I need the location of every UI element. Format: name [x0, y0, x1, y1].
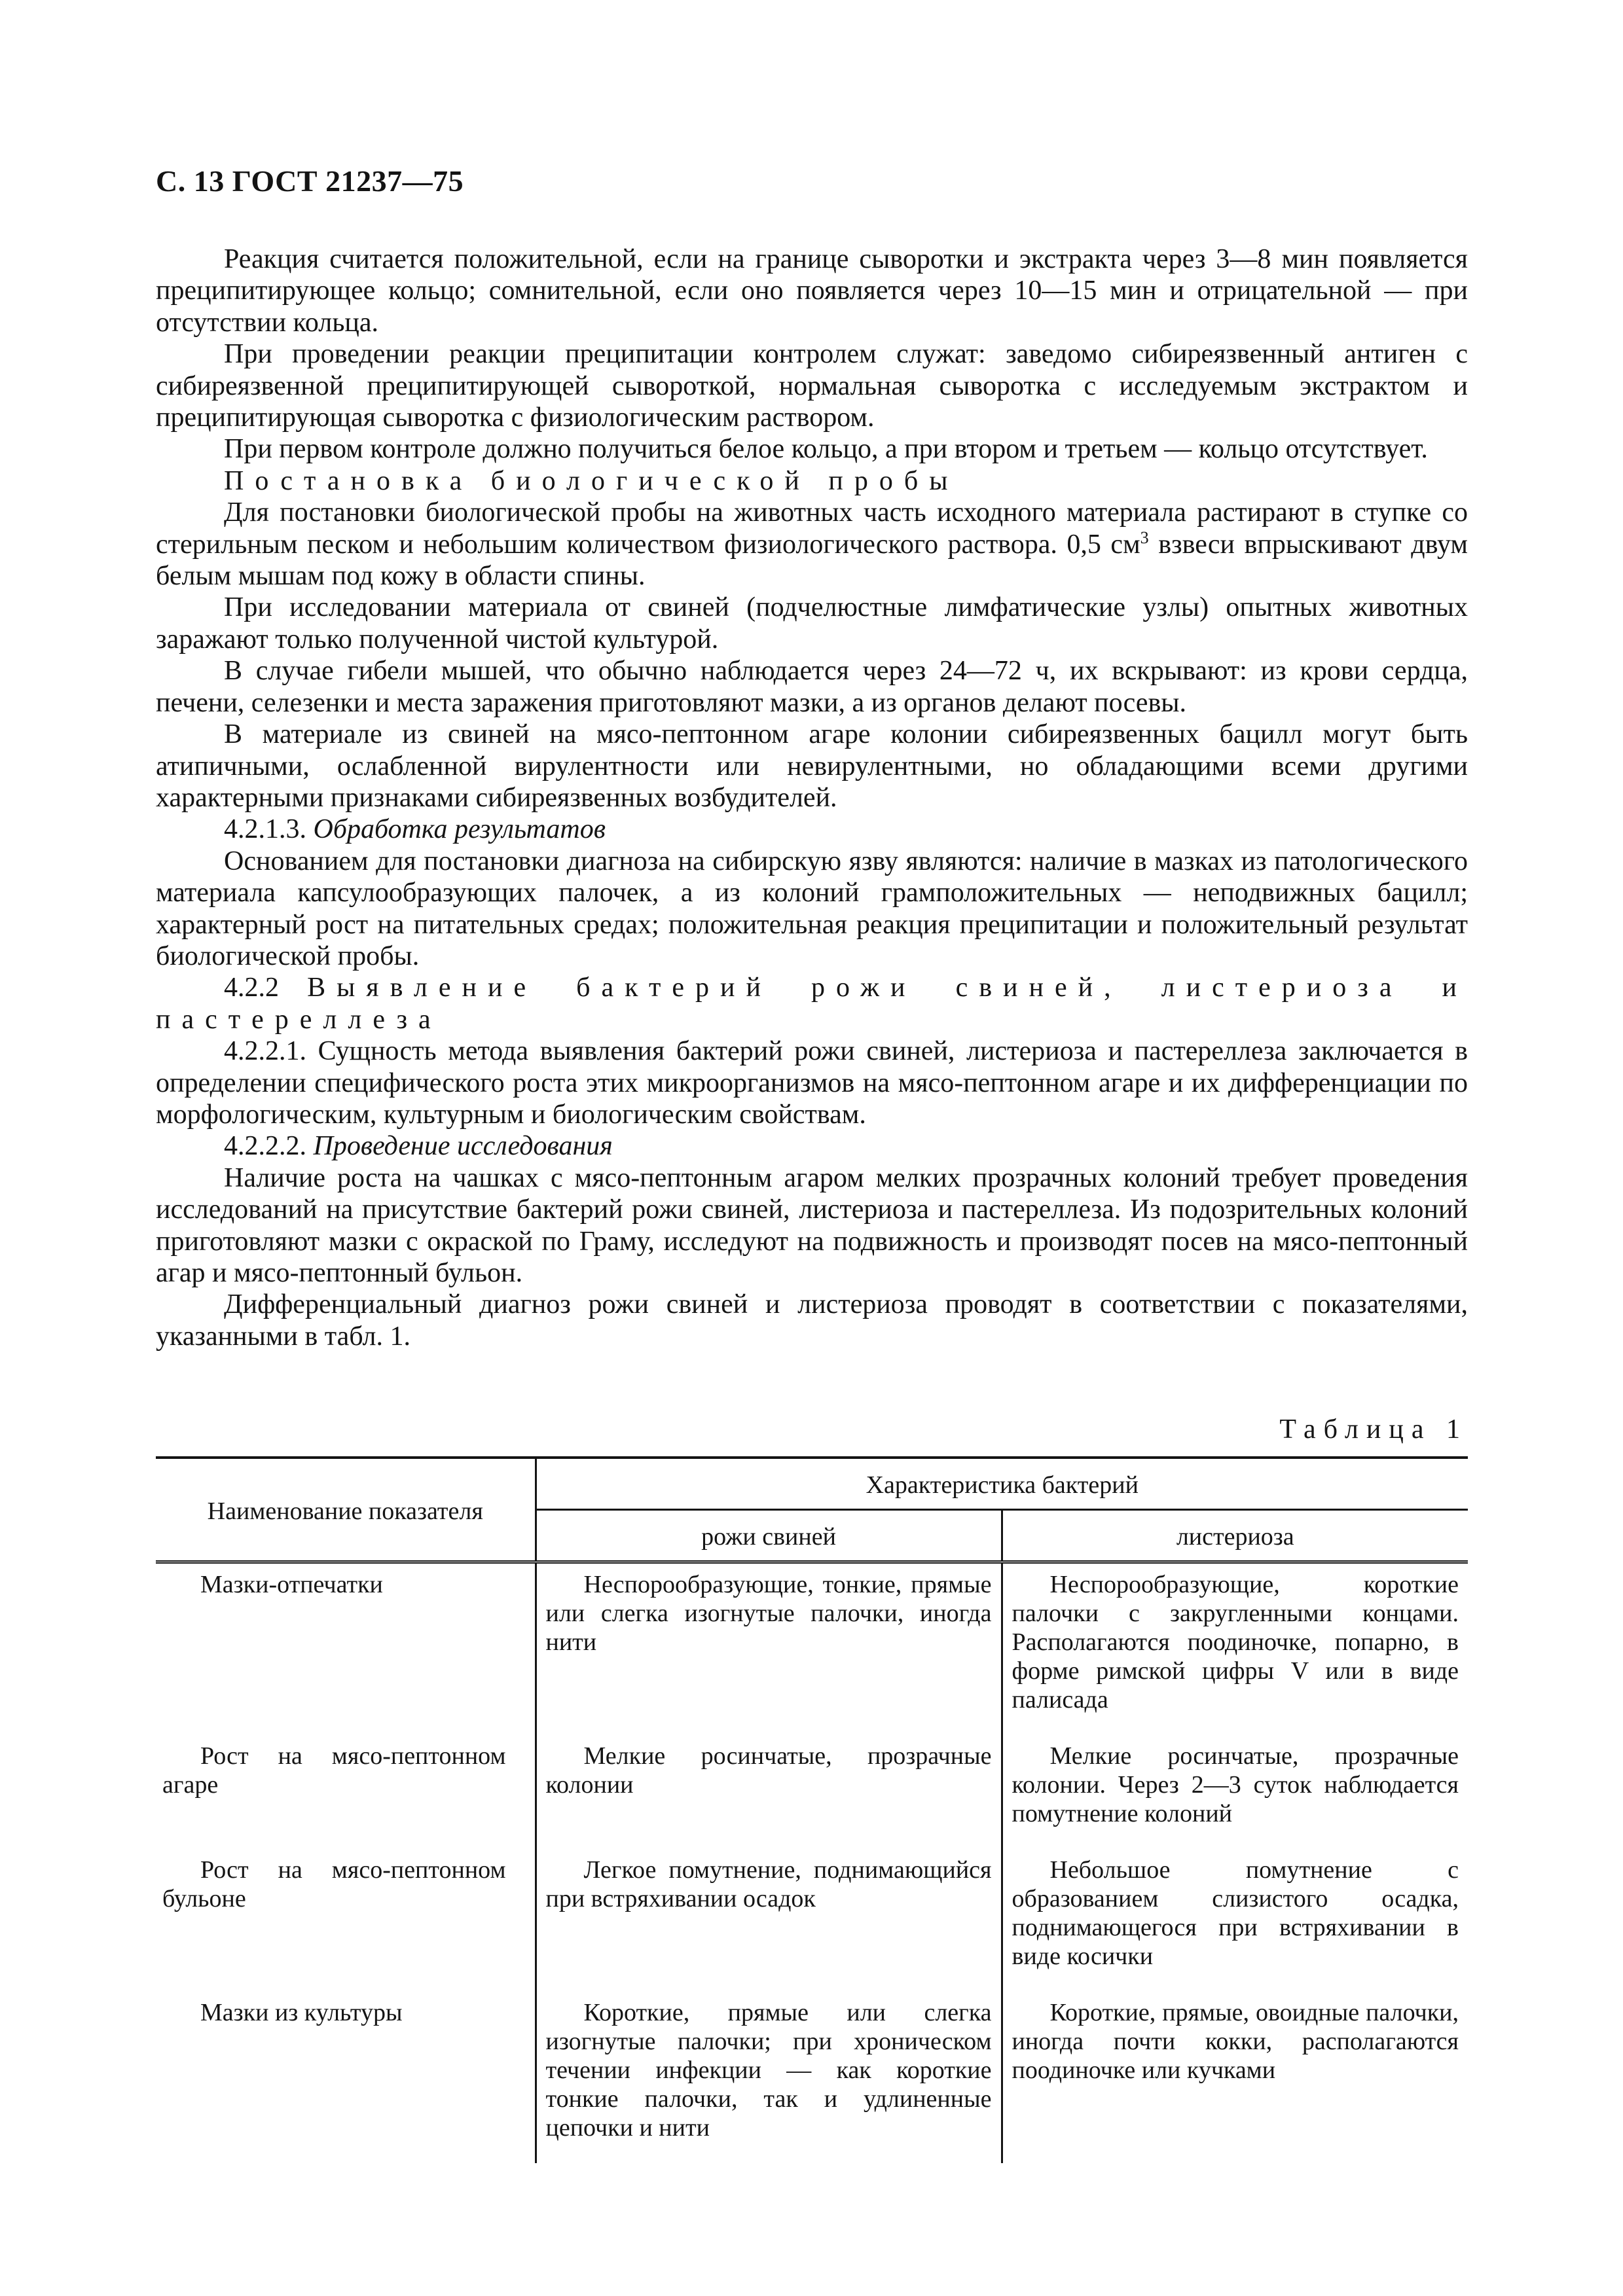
column-header-erysipelas: рожи свиней: [536, 1510, 1002, 1562]
paragraph: При первом контроле должно получиться белое кольцо, а при втором и третьем — кольцо отсутствует.: [224, 434, 1428, 465]
document-body: [156, 243, 1468, 1352]
cell-text: Мазки из культуры: [200, 1999, 403, 2026]
table-row: [156, 1849, 1468, 1992]
indicator-cell: [156, 1992, 536, 2163]
cell-text: Мелкие росинчатые, прозрачные колонии. Через 2—3 суток наблюдается помутнение колоний: [1012, 1742, 1459, 1827]
section-number: 4.2.2.2.: [224, 1131, 314, 1162]
comparison-table: [156, 1456, 1468, 2163]
paragraph: Основанием для постановки диагноза на сибирскую язву являются: наличие в мазках из патологического материала капсулообразующих палочек, а из колоний грамположительных — неподвижных бацилл; характерный рост на питательных средах; положительная реакция преципитации и положительный результат биологической пробы.: [156, 846, 1468, 971]
paragraph: Реакция считается положительной, если на границе сыворотки и экстракта через 3—8 мин появляется преципитирующее кольцо; сомнительной, если оно появляется через 10—15 мин и отрицательной — при отсутствии кольца.: [156, 244, 1468, 338]
section-number: 4.2.1.3.: [224, 814, 314, 845]
subsection-heading: [156, 814, 1468, 845]
superscript: 3: [1140, 528, 1149, 547]
section-title: Обработка результатов: [313, 814, 606, 845]
cell-text: Мелкие росинчатые, прозрачные колонии: [545, 1742, 992, 1799]
table-row: [156, 1992, 1468, 2163]
indicator-cell: [156, 1849, 536, 1992]
erysipelas-cell: [536, 1849, 1002, 1992]
paragraph: Дифференциальный диагноз рожи свиней и листериоза проводят в соответствии с показателями, указанными в табл. 1.: [156, 1289, 1468, 1352]
column-header-name: Наименование показателя: [156, 1458, 536, 1562]
cell-text: Неспорообразующие, тонкие, прямые или слегка изогнутые палочки, иногда нити: [545, 1571, 992, 1656]
paragraph: При проведении реакции преципитации контролем служат: заведомо сибиреязвенный антиген с сибиреязвенной преципитирующей сывороткой, нормальная сыворотка с исследуемым экстрактом и преципитирующая сыворотка с физиологическим раствором.: [156, 339, 1468, 433]
cell-text: Неспорообразующие, короткие палочки с закругленными концами. Располагаются поодиночке, попарно, в форме римской цифры V или в виде палисада: [1012, 1571, 1459, 1713]
page-header: С. 13 ГОСТ 21237—75: [156, 164, 464, 198]
paragraph: Наличие роста на чашках с мясо-пептонным агаром мелких прозрачных колоний требует проведения исследований на присутствие бактерий рожи свиней, листериоза и пастереллеза. Из подозрительных колоний приготовляют мазки с окраской по Граму, исследуют на подвижность и производят посев на мясо-пептонный агар и мясо-пептонный бульон.: [156, 1162, 1468, 1288]
section-title: Проведение исследования: [313, 1131, 613, 1162]
table-row: [156, 1562, 1468, 1736]
column-header-listeriosis: листериоза: [1002, 1510, 1468, 1562]
cell-text: Рост на мясо-пептонном агаре: [162, 1742, 506, 1799]
table-caption: Таблица 1: [1279, 1414, 1468, 1444]
subsection-heading: [156, 972, 1468, 1035]
indicator-cell: [156, 1562, 536, 1736]
paragraph: В материале из свиней на мясо-пептонном агаре колонии сибиреязвенных бацилл могут быть атипичными, ослабленной вирулентности или невирулентными, но обладающими всеми другими характерными признаками сибиреязвенных возбудителей.: [156, 719, 1468, 813]
listeriosis-cell: [1002, 1849, 1468, 1992]
section-heading: Постановка биологической пробы: [224, 465, 959, 496]
erysipelas-cell: [536, 1562, 1002, 1736]
paragraph-text: Для постановки биологической пробы на животных часть исходного материала растирают в ступке со стерильным песком и небольшим количеством физиологического раствора. 0,5 см: [156, 497, 1468, 560]
cell-text: Небольшое помутнение с образованием слизистого осадка, поднимающегося при встряхивании в виде косички: [1012, 1856, 1459, 1970]
cell-text: Короткие, прямые, овоидные палочки, иногда почти кокки, располагаются поодиночке или кучками: [1012, 1999, 1459, 2084]
subsection-heading: [156, 1130, 1468, 1162]
cell-text: Мазки-отпечатки: [200, 1571, 383, 1598]
section-number: 4.2.2: [224, 973, 308, 1003]
indicator-cell: [156, 1735, 536, 1849]
paragraph: При исследовании материала от свиней (подчелюстные лимфатические узлы) опытных животных заражают только полученной чистой культурой.: [156, 592, 1468, 655]
paragraph: 4.2.2.1. Сущность метода выявления бактерий рожи свиней, листериоза и пастереллеза заключается в определении специфического роста этих микроорганизмов на мясо-пептонном агаре и их дифференциации по морфологическим, культурным и биологическим свойствам.: [156, 1036, 1468, 1130]
cell-text: Рост на мясо-пептонном бульоне: [162, 1856, 506, 1912]
erysipelas-cell: [536, 1735, 1002, 1849]
listeriosis-cell: [1002, 1992, 1468, 2163]
listeriosis-cell: [1002, 1735, 1468, 1849]
paragraph: [156, 497, 1468, 592]
paragraph: В случае гибели мышей, что обычно наблюдается через 24—72 ч, их вскрывают: из крови сердца, печени, селезенки и места заражения приготовляют мазки, а из органов делают посевы.: [156, 656, 1468, 718]
cell-text: Легкое помутнение, поднимающийся при встряхивании осадок: [545, 1856, 992, 1912]
column-header-group: Характеристика бактерий: [536, 1458, 1468, 1510]
listeriosis-cell: [1002, 1562, 1468, 1736]
erysipelas-cell: [536, 1992, 1002, 2163]
section-title: Выявление бактерий рожи свиней, листериоза и пастереллеза: [156, 973, 1468, 1035]
table-row: [156, 1735, 1468, 1849]
cell-text: Короткие, прямые или слегка изогнутые палочки; при хроническом течении инфекции — как короткие тонкие палочки, так и удлиненные цепочки и нити: [545, 1999, 992, 2142]
paragraph-text: взвеси впрыскивают двум белым мышам под кожу в области спины.: [156, 529, 1468, 592]
